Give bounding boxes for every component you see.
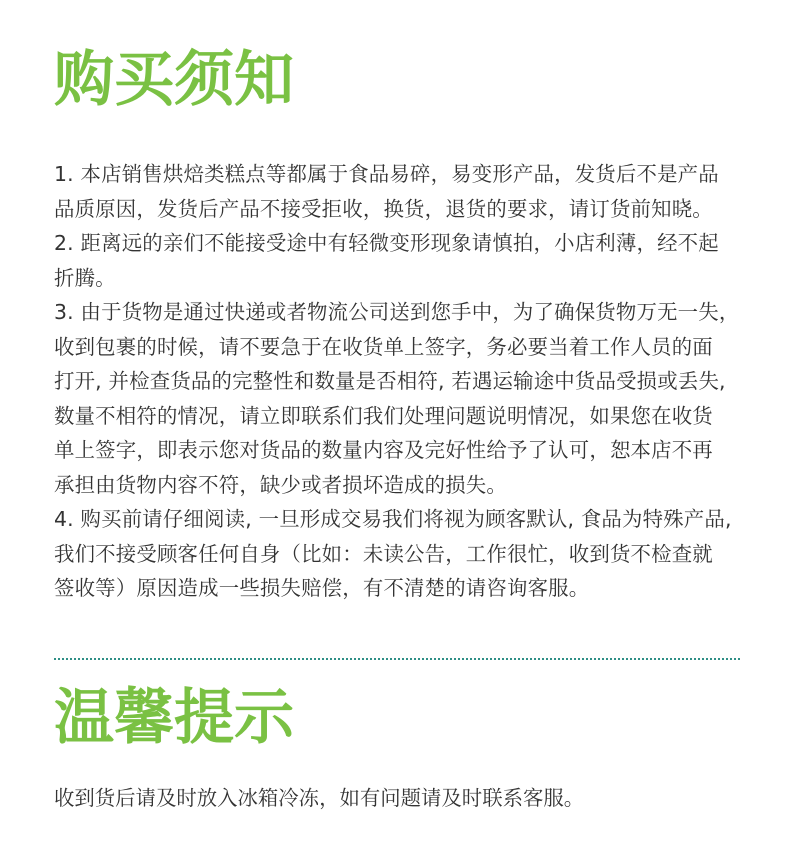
notice-line: 承担由货物内容不符，缺少或者损坏造成的损失。 [54,472,507,497]
notice-line: 2. 距离远的亲们不能接受途中有轻微变形现象请慎拍，小店利薄，经不起 [54,231,719,255]
notice-line: 数量不相符的情况，请立即联系们我们处理问题说明情况，如果您在收货 [54,403,713,428]
warm-tip-title: 温馨提示 [54,683,294,753]
notice-line: 1. 本店销售烘焙类糕点等都属于食品易碎，易变形产品，发货后不是产品 [54,162,719,186]
notice-line: 单上签字，即表示您对货品的数量内容及完好性给予了认可，恕本店不再 [54,438,713,462]
notice-line: 我们不接受顾客任何自身（比如：未读公告，工作很忙，收到货不检查就 [54,541,713,566]
notice-line: 签收等）原因造成一些损失赔偿，有不清楚的请咨询客服。 [54,576,590,600]
notice-line: 3. 由于货物是通过快递或者物流公司送到您手中，为了确保货物万无一失， [54,300,740,324]
notice-line: 品质原因，发货后产品不接受拒收，换货，退货的要求，请订货前知晓。 [54,196,713,221]
notice-line: 打开, 并检查货品的完整性和数量是否相符, 若遇运输途中货品受损或丢失, [54,369,726,393]
purchase-notice-body [54,157,744,606]
notice-line: 4. 购买前请仔细阅读, 一旦形成交易我们将视为顾客默认, 食品为特殊产品, [54,507,732,531]
notice-line: 收到包裹的时候，请不要急于在收货单上签字，务必要当着工作人员的面 [54,334,713,359]
warm-tip-text: 收到货后请及时放入冰箱冷冻，如有问题请及时联系客服。 [54,786,585,810]
purchase-notice-title: 购买须知 [54,45,294,115]
notice-line: 折腾。 [54,265,116,290]
section-divider [54,658,740,660]
